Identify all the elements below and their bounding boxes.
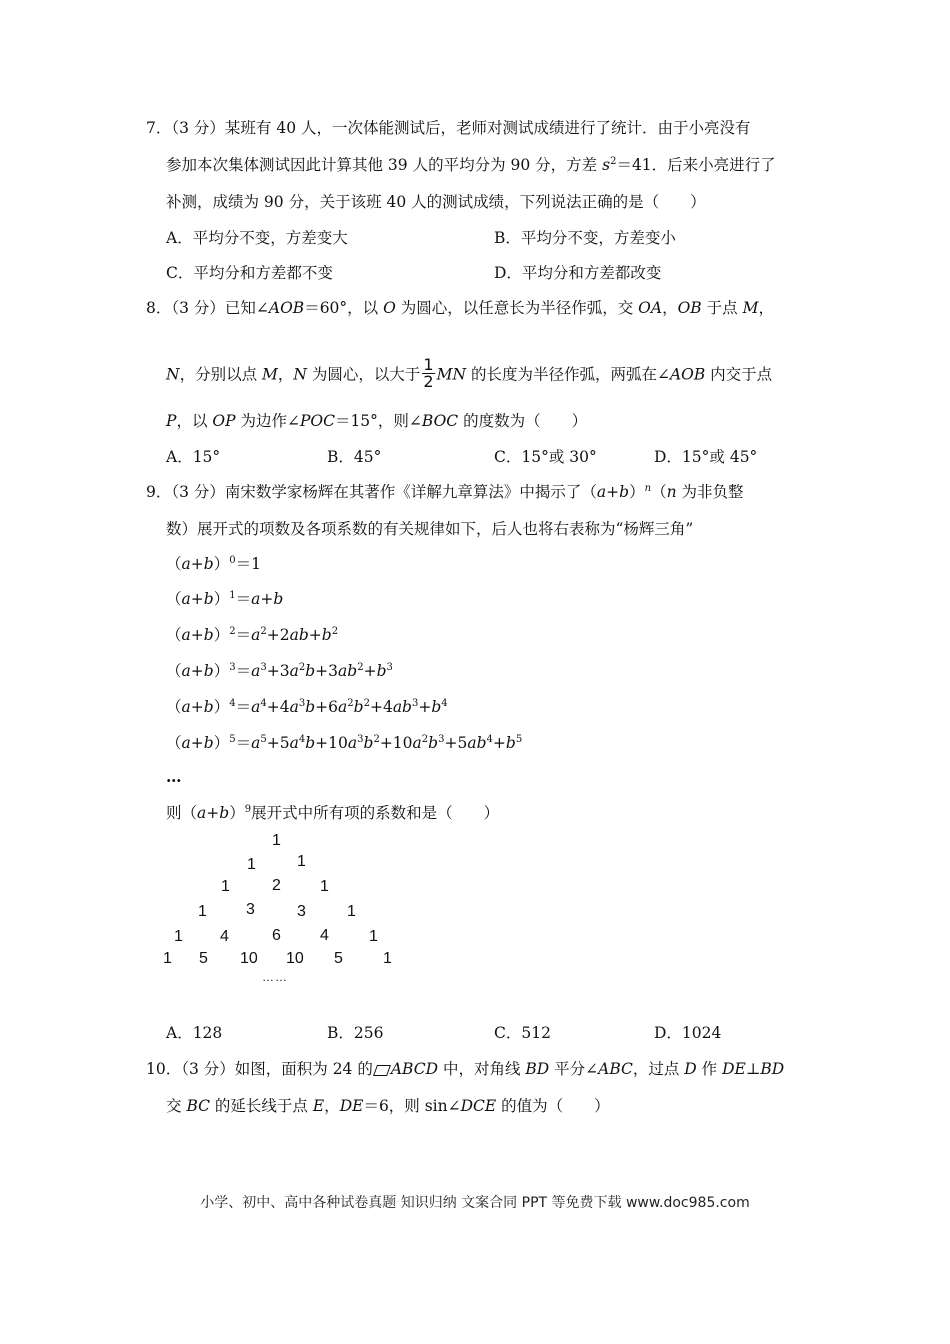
expansion-power-2: $(a+b)^2=a^2+2ab+b^2$	[166, 625, 339, 644]
q7-line2: 参加本次集体测试因此计算其他 39 人的平均分为 90 分，方差 $s^2=41$．后来小亮进行了	[166, 155, 776, 174]
q8-line3: P，以 OP 为边作∠POC＝15°，则∠BOC 的度数为（ ）	[166, 412, 588, 430]
triangle-cell: 1	[369, 928, 378, 945]
triangle-cell: 1	[247, 856, 256, 873]
q8-option-d: D．15°或 45°	[654, 448, 758, 466]
triangle-cell: 4	[320, 927, 329, 944]
triangle-cell: 1	[221, 878, 230, 895]
parallelogram-symbol-icon	[373, 1065, 391, 1076]
q8-line2: N，分别以点 M，N 为圆心，以大于 $\frac{1}{2}$ MN 的长度为半径作弧，两弧在∠AOB 内交于点	[166, 355, 773, 391]
triangle-cell: 1	[383, 950, 392, 967]
triangle-cell: 5	[199, 950, 208, 967]
expansion-power-1: $(a+b)^1=a+b$	[166, 589, 284, 608]
q9-question: 则$(a+b)^9$展开式中所有项的系数和是（ ）	[166, 803, 500, 822]
expansion-power-3: $(a+b)^3=a^3+3a^2b+3ab^2+b^3$	[166, 661, 393, 680]
triangle-cell: 10	[286, 950, 304, 967]
expansion-power-4: $(a+b)^4=a^4+4a^3b+6a^2b^2+4ab^3+b^4$	[166, 697, 448, 716]
triangle-cell: 2	[272, 877, 281, 894]
triangle-cell: 1	[320, 878, 329, 895]
q8-line1: 8．（3 分）已知∠AOB＝60°，以 O 为圆心，以任意长为半径作弧，交 OA，OB 于点 M，	[146, 299, 774, 317]
q7-option-a: A．平均分不变，方差变大	[166, 229, 348, 247]
q9-option-d: D．1024	[654, 1024, 722, 1042]
q9-line1: 9．（3 分）南宋数学家杨辉在其著作《详解九章算法》中揭示了$(a+b)^n(n$ 为非负整	[146, 482, 744, 501]
triangle-cell: 1	[163, 950, 172, 967]
page-footer: 小学、初中、高中各种试卷真题 知识归纳 文案合同 PPT 等免费下载 www.doc985.com	[200, 1195, 750, 1211]
triangle-cell: 10	[240, 950, 258, 967]
triangle-dots: ……	[262, 970, 288, 984]
q10-line1: 10．（3 分）如图，面积为 24 的 ABCD 中，对角线 BD 平分∠ABC，过点 D 作 DE⊥BD	[146, 1060, 785, 1078]
one-half-fraction: $\frac{1}{2}$	[423, 355, 434, 391]
triangle-cell: 1	[272, 832, 281, 849]
triangle-cell: 5	[334, 950, 343, 967]
q7-option-d: D．平均分和方差都改变	[494, 264, 662, 282]
q7-option-c: C．平均分和方差都不变	[166, 264, 333, 282]
q7-option-b: B．平均分不变，方差变小	[494, 229, 676, 247]
triangle-cell: 3	[297, 903, 306, 920]
q7-line1: 7．（3 分）某班有 40 人，一次体能测试后，老师对测试成绩进行了统计．由于小亮没有	[146, 119, 751, 137]
triangle-cell: 3	[246, 901, 255, 918]
q10-line2: 交 BC 的延长线于点 E，DE＝6，则 sin∠DCE 的值为（ ）	[166, 1097, 610, 1115]
q9-option-b: B．256	[327, 1024, 384, 1042]
expansion-power-0: $(a+b)^0=1$	[166, 554, 261, 573]
q9-option-c: C．512	[494, 1024, 551, 1042]
q7-line3: 补测，成绩为 90 分，关于该班 40 人的测试成绩，下列说法正确的是（ ）	[166, 193, 706, 211]
triangle-cell: 1	[297, 853, 306, 870]
expansion-power-5: $(a+b)^5=a^5+5a^4b+10a^3b^2+10a^2b^3+5ab^4+b^5$	[166, 733, 523, 752]
q8-option-c: C．15°或 30°	[494, 448, 597, 466]
triangle-cell: 1	[198, 903, 207, 920]
q8-option-b: B．45°	[327, 448, 382, 466]
q9-option-a: A．128	[166, 1024, 223, 1042]
q9-line2: 数）展开式的项数及各项系数的有关规律如下，后人也将右表称为“杨辉三角”	[166, 520, 694, 538]
triangle-cell: 6	[272, 927, 281, 944]
triangle-cell: 1	[347, 903, 356, 920]
triangle-cell: 4	[220, 928, 229, 945]
triangle-cell: 1	[174, 928, 183, 945]
expansion-ellipsis: …	[166, 767, 182, 786]
q8-option-a: A．15°	[166, 448, 221, 466]
